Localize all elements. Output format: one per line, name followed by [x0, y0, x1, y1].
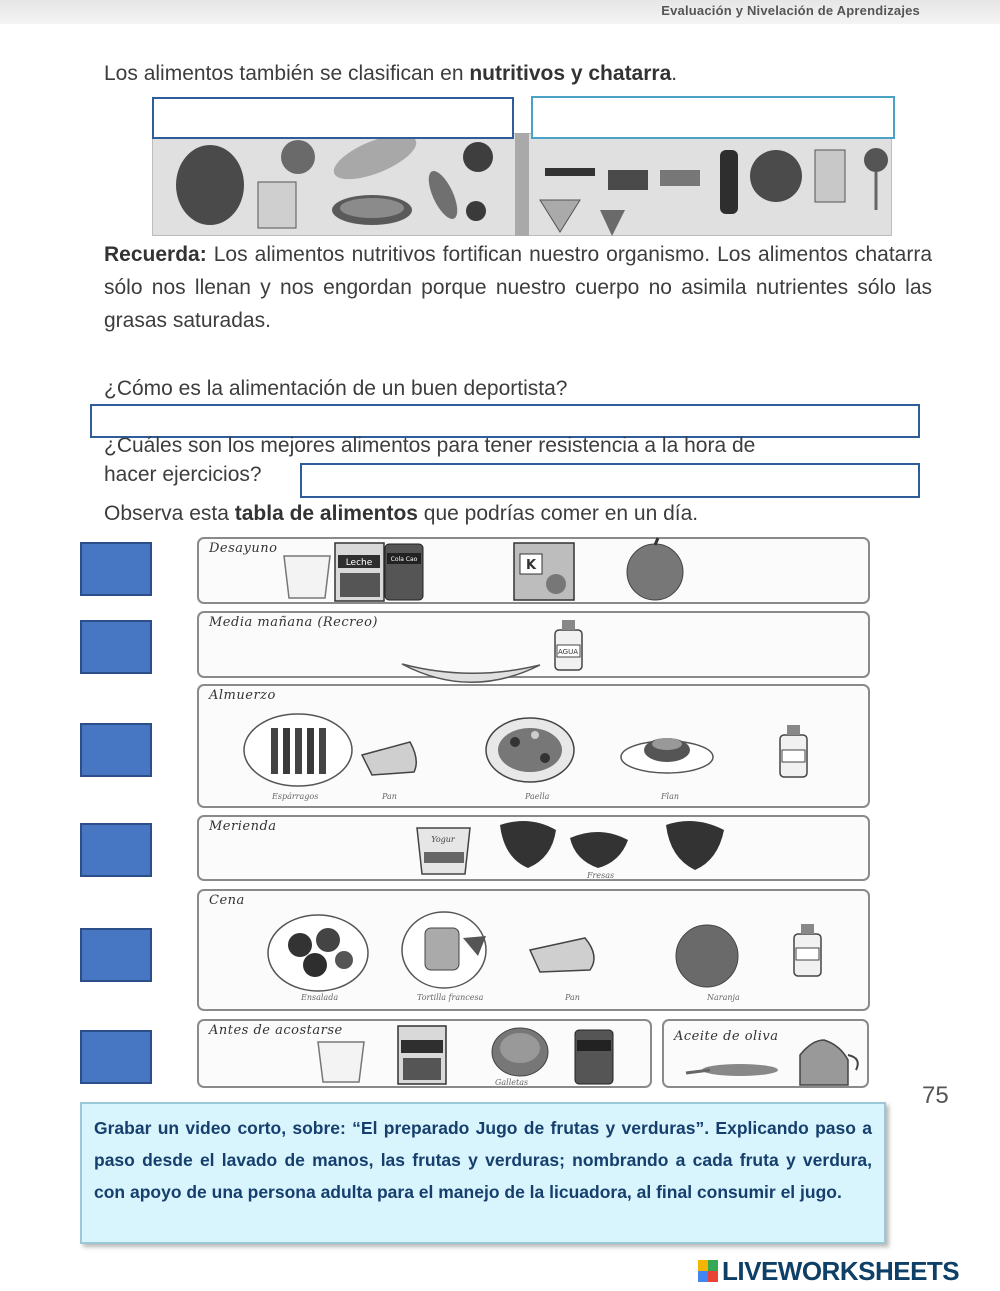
milk-carton-label: Leche	[345, 558, 373, 568]
meal-label-antes-acostarse: Antes de acostarse	[209, 1023, 343, 1038]
asparagus-plate-icon	[244, 714, 352, 786]
salad-plate-icon	[268, 915, 368, 991]
meal-label-almuerzo: Almuerzo	[209, 688, 276, 703]
cocoa-can-night-icon	[575, 1030, 613, 1084]
banana-icon	[402, 664, 540, 682]
page-number: 75	[922, 1082, 949, 1109]
caption-naranja: Naranja	[707, 993, 740, 1002]
caption-paella: Paella	[525, 792, 550, 801]
glass-icon	[284, 556, 330, 598]
caption-esparragos: Espárragos	[272, 792, 319, 801]
brand-text: LIVEWORKSHEETS	[722, 1255, 960, 1286]
meal-label-merienda: Merienda	[209, 819, 277, 834]
caption-flan: Flan	[661, 792, 680, 801]
intro-sentence: Los alimentos también se clasifican en nutritivos y chatarra.	[104, 62, 678, 85]
recuerda-paragraph: Recuerda: Los alimentos nutritivos fortifican nuestro organismo. Los alimentos chatarra sólo nos llenan y nos engordan porque nuestro cuerpo no asimila nutrientes sólo las grasas saturadas.	[104, 243, 932, 332]
task-instructions-text: Grabar un video corto, sobre: “El preparado Jugo de frutas y verduras”. Explicando paso a paso desde el lavado de manos, las frutas y verduras; nombrando a cada fruta y verdura, con apoyo de una persona adulta para el manejo de la licuadora, al final consumir el jugo.	[94, 1118, 872, 1202]
answer-drop-desayuno[interactable]	[80, 542, 152, 596]
cereal-box-label: K	[525, 558, 537, 573]
answer-drop-antes-acostarse[interactable]	[80, 1030, 152, 1084]
liveworksheets-brand	[698, 1256, 959, 1286]
milk-carton-night-icon	[398, 1026, 446, 1084]
water-bottle-cena-icon	[794, 924, 821, 976]
answer-drop-almuerzo[interactable]	[80, 723, 152, 777]
cereal-box-icon	[514, 543, 574, 600]
bread-icon	[362, 742, 416, 775]
strawberries-icon	[500, 821, 724, 870]
answer-drop-merienda[interactable]	[80, 823, 152, 877]
cookies-icon	[492, 1028, 548, 1076]
caption-pan-cena: Pan	[565, 993, 580, 1002]
meal-label-media-manana: Media mañana (Recreo)	[209, 615, 378, 630]
glass-night-icon	[318, 1042, 364, 1082]
flan-icon	[621, 738, 713, 773]
task-instructions-box	[80, 1102, 886, 1244]
orange-icon	[676, 925, 738, 987]
water-bottle-icon	[555, 620, 582, 670]
caption-fresas: Fresas	[587, 871, 615, 880]
milk-carton-icon	[335, 543, 384, 601]
cocoa-can-label: Cola Cao	[390, 556, 418, 563]
question-resistencia-line2: hacer ejercicios?	[104, 463, 262, 486]
paella-icon	[486, 718, 574, 782]
tortilla-plate-icon	[402, 912, 486, 988]
answer-drop-media-manana[interactable]	[80, 620, 152, 674]
caption-ensalada: Ensalada	[301, 993, 339, 1002]
meal-label-cena: Cena	[209, 893, 245, 908]
apple-icon	[627, 538, 683, 600]
bread-cena-icon	[530, 938, 594, 972]
answer-drop-cena[interactable]	[80, 928, 152, 982]
caption-galletas: Galletas	[495, 1078, 529, 1087]
observa-sentence: Observa esta tabla de alimentos que podrías comer en un día.	[104, 502, 699, 525]
yogurt-label: Yogur	[431, 835, 455, 844]
question-deportista: ¿Cómo es la alimentación de un buen deportista?	[104, 377, 568, 400]
header-title: Evaluación y Nivelación de Aprendizajes	[661, 3, 920, 18]
caption-pan: Pan	[382, 792, 397, 801]
cocoa-can-icon	[385, 544, 423, 600]
olive-oil-icon	[686, 1040, 858, 1085]
question-resistencia-line1: ¿Cuáles son los mejores alimentos para tener resistencia a la hora de	[104, 434, 756, 457]
water-bottle-almuerzo-icon	[780, 725, 807, 777]
water-bottle-label: AGUA	[557, 648, 579, 656]
liveworksheets-logo-icon	[698, 1260, 718, 1282]
meal-label-aceite-oliva: Aceite de oliva	[674, 1029, 779, 1044]
caption-tortilla: Tortilla francesa	[417, 993, 484, 1002]
meal-label-desayuno: Desayuno	[209, 541, 278, 556]
yogurt-icon	[417, 828, 470, 874]
